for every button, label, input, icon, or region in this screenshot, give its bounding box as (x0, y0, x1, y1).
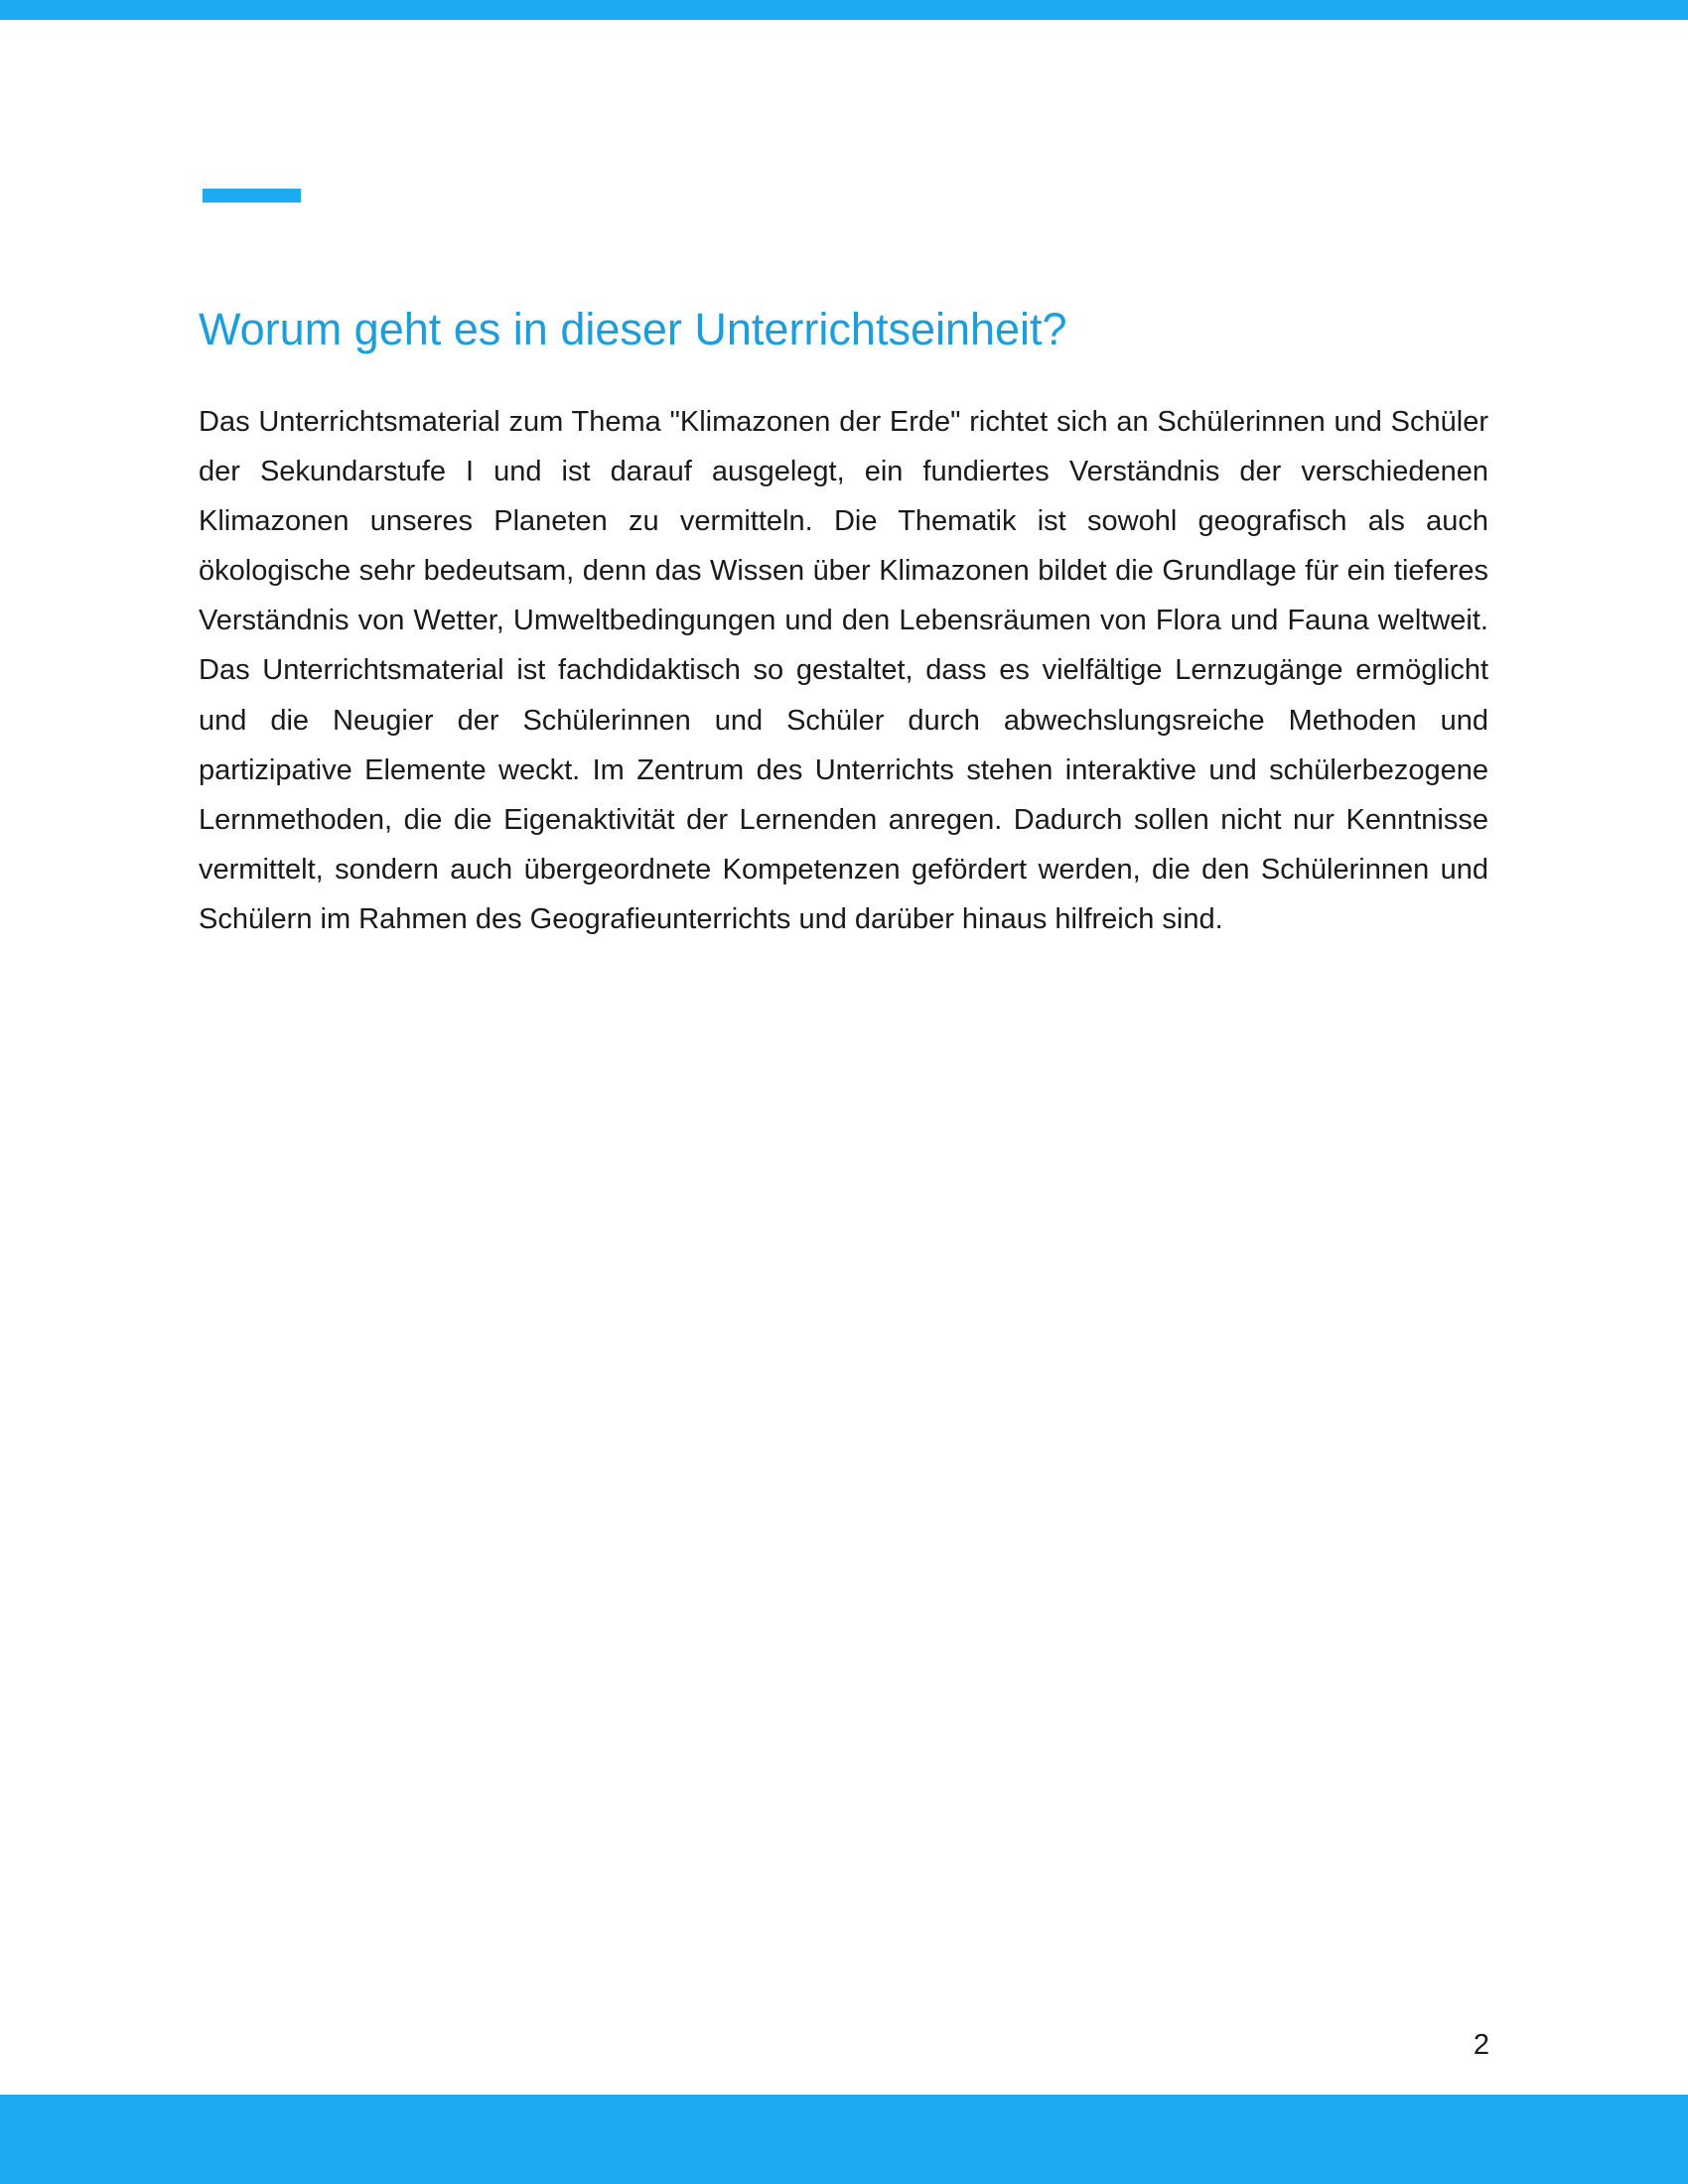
top-accent-bar (0, 0, 1688, 20)
section-accent-dash (203, 189, 301, 203)
body-paragraph: Das Unterrichtsmaterial zum Thema "Klimazonen der Erde" richtet sich an Schülerinnen und Schüler der Sekundarstufe I und ist darauf ausgelegt, ein fundiertes Verständnis der verschiedenen Klimazonen unseres Planeten zu vermitteln. Die Thematik ist sowohl geografisch als auch ökologische sehr bedeutsam, denn das Wissen über Klimazonen bildet die Grundlage für ein tieferes Verständnis von Wetter, Umweltbedingungen und den Lebensräumen von Flora und Fauna weltweit. Das Unterrichtsmaterial ist fachdidaktisch so gestaltet, dass es vielfältige Lernzugänge ermöglicht und die Neugier der Schülerinnen und Schüler durch abwechslungsreiche Methoden und partizipative Elemente weckt. Im Zentrum des Unterrichts stehen interaktive und schülerbezogene Lernmethoden, die die Eigenaktivität der Lernenden anregen. Dadurch sollen nicht nur Kenntnisse vermittelt, sondern auch übergeordnete Kompetenzen gefördert werden, die den Schülerinnen und Schülern im Rahmen des Geografieunterrichts und darüber hinaus hilfreich sind. (199, 406, 1488, 935)
bottom-accent-bar (0, 2095, 1688, 2184)
section-heading: Worum geht es in dieser Unterrichtseinheit? (199, 304, 1067, 354)
page-number: 2 (1473, 2029, 1489, 2061)
